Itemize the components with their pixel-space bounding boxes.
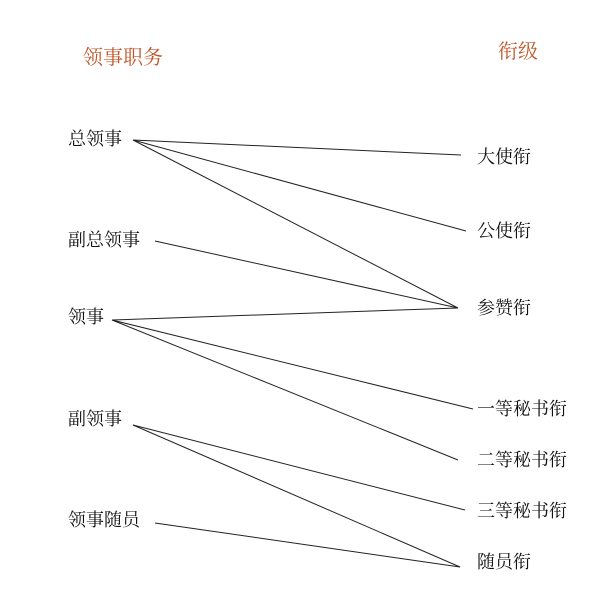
right-node-gongshi: 公使衔	[477, 221, 531, 242]
left-node-fuzong: 副总领事	[68, 230, 140, 251]
link-zongling-dashi	[133, 140, 461, 155]
right-node-suiyuanxian: 随员衔	[477, 552, 531, 573]
left-node-fuling: 副领事	[68, 409, 122, 430]
link-fuzong-canzan	[155, 241, 458, 308]
left-node-suiyuan: 领事随员	[68, 510, 140, 531]
link-zongling-gongshi	[133, 140, 466, 231]
link-lingshi-yideng	[112, 320, 473, 409]
link-suiyuan-suiyuanxian	[155, 523, 460, 567]
left-node-lingshi: 领事	[68, 307, 104, 328]
right-node-dashi: 大使衔	[477, 147, 531, 168]
right-node-sandeng: 三等秘书衔	[477, 501, 567, 522]
link-lingshi-canzan	[112, 308, 458, 320]
left-column-header: 领事职务	[83, 45, 163, 69]
right-column-header: 衔级	[498, 39, 538, 63]
right-node-erdeng: 二等秘书衔	[477, 450, 567, 471]
right-node-yideng: 一等秘书衔	[477, 399, 567, 420]
link-zongling-canzan	[133, 140, 458, 308]
link-lingshi-erdeng	[112, 320, 458, 460]
right-node-canzan: 参赞衔	[477, 298, 531, 319]
left-node-zongling: 总领事	[68, 129, 122, 150]
